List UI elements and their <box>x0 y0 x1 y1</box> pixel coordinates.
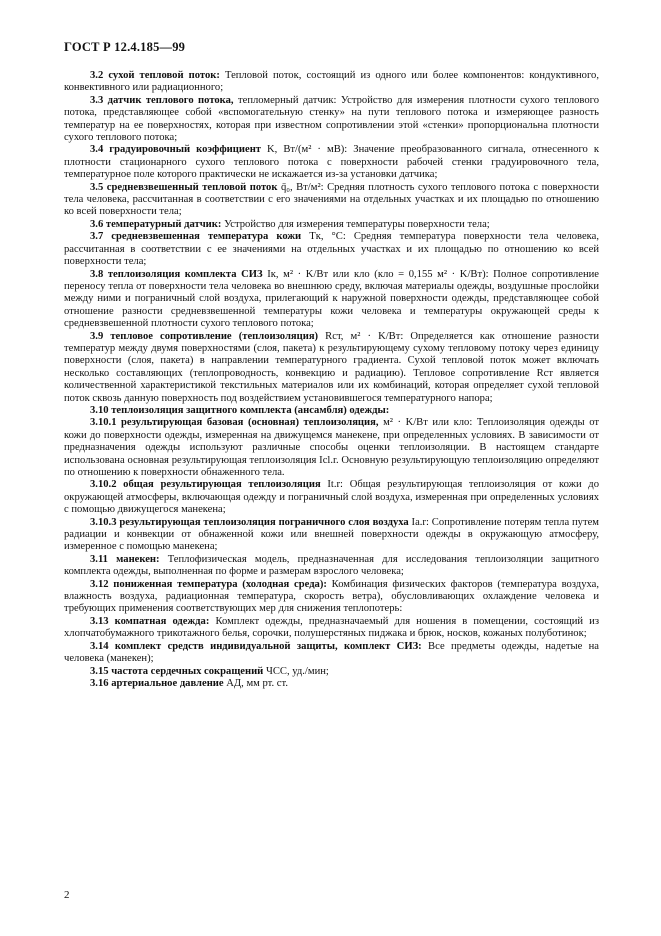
definition: АД, мм рт. ст. <box>223 677 288 689</box>
definition-paragraph <box>64 269 599 331</box>
definition-paragraph <box>64 579 599 616</box>
term: 3.9 тепловое сопротивление (теплоизоляция) <box>90 330 319 342</box>
definition: Ia.r: Сопротивление потерям тепла путем радиации и конвекции от обнаженной кожи или внешней поверхности одежды в окружающую атмосферу, измеренное с помощью манекена; <box>64 516 599 553</box>
definition-paragraph <box>64 331 599 405</box>
definition-paragraph <box>64 405 599 417</box>
definition-paragraph <box>64 666 599 678</box>
definition-paragraph <box>64 144 599 181</box>
definition: Комбинация физических факторов (температура воздуха, влажность воздуха, радиационная температура, скорость ветра), обусловливающих охлаждение человека и требующих применения соответствующих мер для снижения теплопотерь: <box>64 578 599 615</box>
definition: Iк, м² · K/Вт или кло (кло = 0,155 м² · K/Вт): Полное сопротивление переносу тепла от поверхности тела человека во внешнюю среду, включая материалы одежды, воздушные прослойки между ними и пограничный слой воздуха, прилегающий к наружной поверхности одежды, представляющее собой отношение разности средневзвешенной температуры кожи человека и температуры окружающей среды к средневзвешенной плотности сухого теплового потока; <box>64 268 599 330</box>
definition: тепломерный датчик: Устройство для измерения плотности сухого теплового потока, представляющее собой «вспомогательную стенку» на пути теплового потока и измеряющее разность температур на ее поверхностях, которая при известном сопротивлении этой «стенки» пропорциональна плотности сухого теплового потока; <box>64 94 600 144</box>
term: 3.8 теплоизоляция комплекта СИЗ <box>90 268 263 280</box>
term: 3.16 артериальное давление <box>90 677 224 689</box>
definition-paragraph <box>64 95 599 145</box>
definition-paragraph <box>64 641 599 666</box>
term: 3.4 градуировочный коэффициент <box>90 144 261 156</box>
page-number: 2 <box>64 889 70 901</box>
definition: м² · K/Вт или кло: Теплоизоляция одежды от кожи до поверхности одежды, измеренная на движущемся манекене, при определенных условиях. В зависимости от предназначения одежды используют различные способы оценки теплоизоляции. В настоящем стандарте использована основная результирующая теплоизоляция Icl.r. Основную результирующую теплоизоляцию определяют по отношению к поверхности обнаженного тела. <box>64 417 599 478</box>
term: 3.7 средневзвешенная температура кожи <box>90 231 302 243</box>
term: 3.14 комплект средств индивидуальной защиты, комплект СИЗ: <box>90 640 422 652</box>
definition: Теплофизическая модель, предназначенная для исследования теплоизоляции защитного комплекта одежды, выполненная по форме и размерам взрослого человека; <box>64 553 599 578</box>
term: 3.12 пониженная температура (холодная среда): <box>90 578 327 590</box>
term: 3.10.3 результирующая теплоизоляция пограничного слоя воздуха <box>90 516 409 528</box>
definition: Rст, м² · K/Вт: Определяется как отношение разности температур между двумя поверхностями (слоя, пакета) к результирующему сухому тепловому потоку через единицу поверхности (слоя, пакета) в направлении температурного градиента. Сухой тепловой поток может включать несколько составляющих (теплопроводность, конвекцию и радиацию). Тепловое сопротивление Rст является количественной характеристикой текстильных материалов или их комбинаций, которая определяет сухой тепловой поток сквозь данную поверхность под воздействием установившегося температурного напора; <box>64 330 599 404</box>
definition-paragraph <box>64 70 599 95</box>
term: 3.5 средневзвешенный тепловой поток <box>90 181 278 193</box>
term: 3.10 теплоизоляция защитного комплекта (ансамбля) одежды: <box>90 404 390 416</box>
definition: q̄₀, Вт/м²: Средняя плотность сухого теплового потока с поверхности тела человека, рассчитанная в соответствии с его значениями на отдельных участках и их площадью по отношению ко всей поверхности тела; <box>64 181 599 218</box>
standard-header: ГОСТ Р 12.4.185—99 <box>64 40 186 54</box>
definition-paragraph <box>64 417 599 479</box>
term: 3.6 температурный датчик: <box>90 218 222 230</box>
definition: Все предметы одежды, надетые на человека (манекен); <box>64 640 599 665</box>
definition-paragraph <box>64 231 599 268</box>
definition-paragraph <box>64 182 599 219</box>
term: 3.15 частота сердечных сокращений <box>90 665 264 677</box>
definition: Комплект одежды, предназначаемый для ношения в помещении, состоящий из хлопчатобумажного трикотажного белья, сорочки, полушерстяных пиджака и брюк, носков, кожаных полуботинок; <box>64 615 600 640</box>
definition: ЧСС, уд./мин; <box>263 665 329 677</box>
definition: Tк, °С: Средняя температура поверхности тела человека, рассчитанная в соответствии с ее значениями на отдельных участках и их площадью по отношению ко всей поверхности тела; <box>64 231 600 268</box>
term: 3.13 компатная одежда: <box>90 615 210 627</box>
definition-paragraph <box>64 517 599 554</box>
definition: It.r: Общая результирующая теплоизоляция от кожи до окружающей атмосферы, включающая одежду и пограничный слой воздуха, измеренная при определенных условиях с помощью движущегося манекена; <box>64 479 599 516</box>
term: 3.3 датчик теплового потока, <box>90 94 234 106</box>
definition: Устройство для измерения температуры поверхности тела; <box>221 218 490 230</box>
definition-paragraph <box>64 219 599 231</box>
term: 3.2 сухой тепловой поток: <box>90 70 220 81</box>
term: 3.10.2 общая результирующая теплоизоляция <box>90 479 321 491</box>
definition-paragraph <box>64 554 599 579</box>
term: 3.11 манекен: <box>90 553 160 565</box>
term: 3.10.1 результирующая базовая (основная) теплоизоляция, <box>90 417 379 429</box>
definition: Тепловой поток, состоящий из одного или более компонентов: кондуктивного, конвективного или радиационного; <box>64 70 599 94</box>
definition-paragraph <box>64 678 599 690</box>
definition-paragraph <box>64 479 599 516</box>
definition-paragraph <box>64 616 599 641</box>
definition: K, Вт/(м² · мВ): Значение преобразованного сигнала, отнесенного к плотности стационарного сухого теплового потока с поверхности рабочей стенки градуировочного тела, температурное поле которого практически не искажается из-за установки датчика; <box>64 144 599 181</box>
definitions-text <box>64 70 599 690</box>
